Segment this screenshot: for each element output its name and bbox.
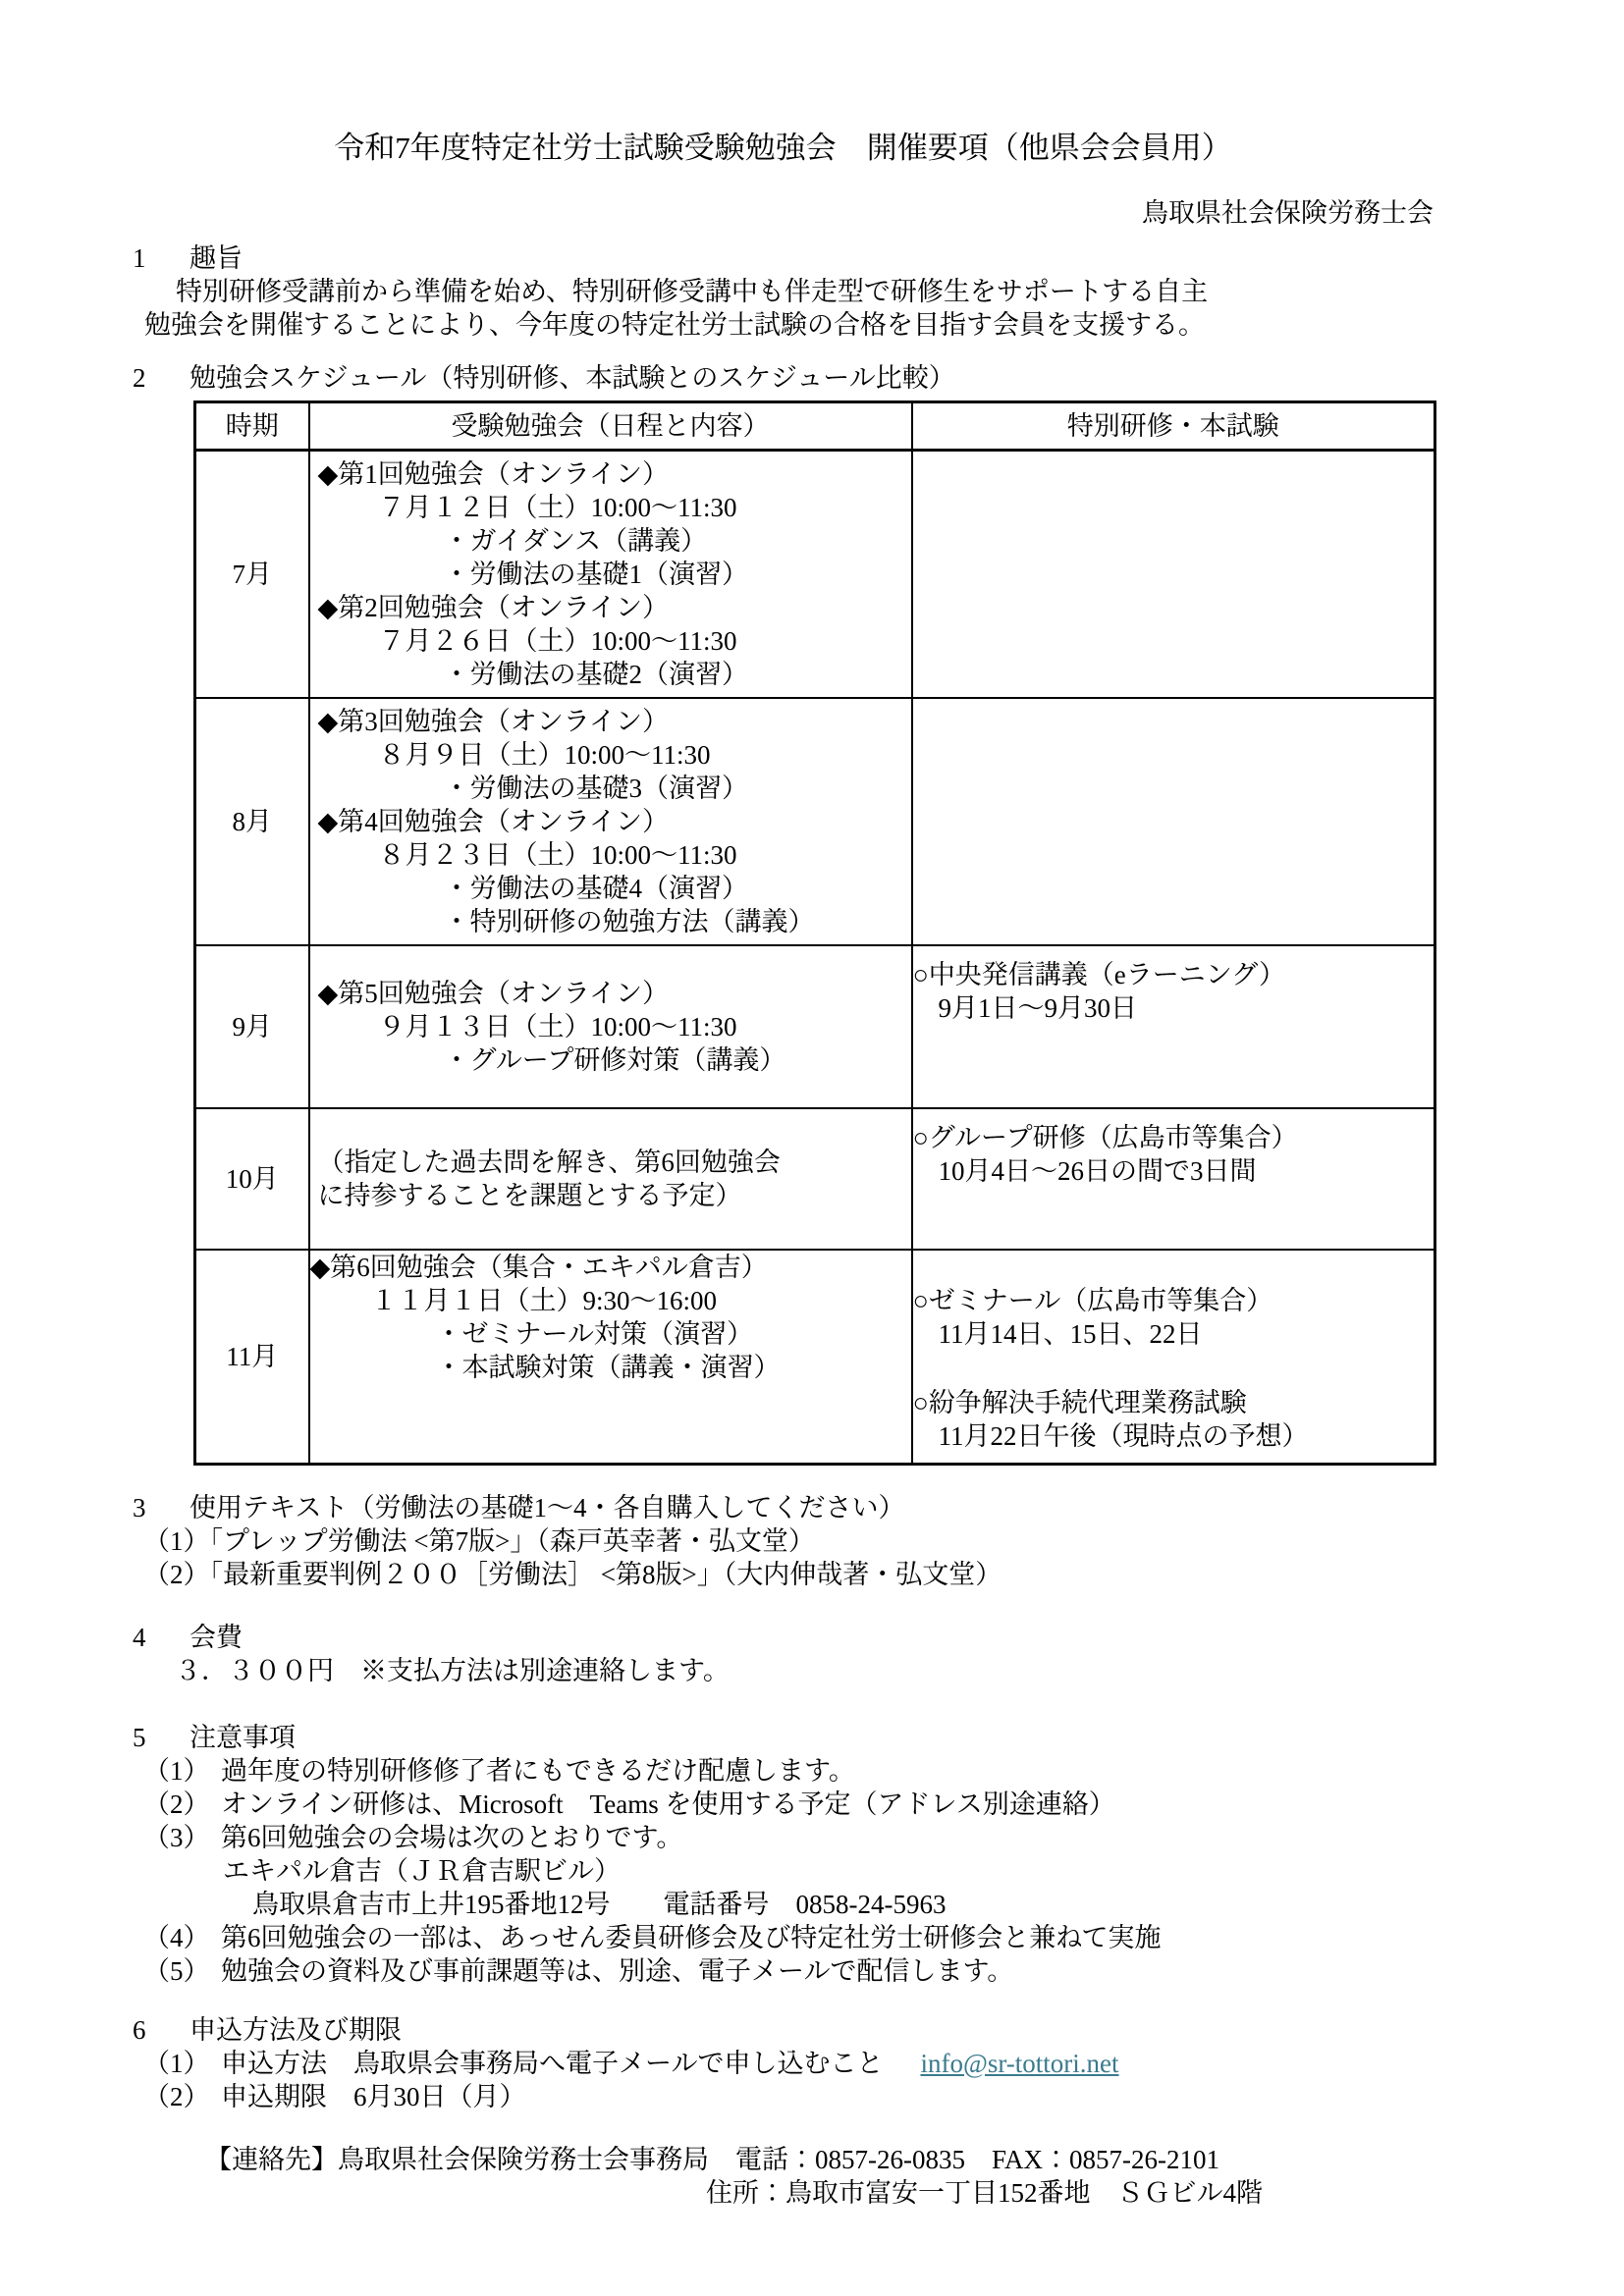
section-notes	[133, 1721, 1434, 1988]
training-line: 11月14日、15日、22日	[938, 1319, 1203, 1349]
period-cell: 7月	[195, 451, 309, 699]
application-item-label: （2）	[143, 2081, 210, 2111]
study-line: ◆第2回勉強会（オンライン）	[317, 593, 669, 622]
section-purpose	[133, 241, 1434, 342]
study-line: ◆第6回勉強会（集合・エキパル倉吉）	[309, 1253, 768, 1282]
purpose-body-line: 勉強会を開催することにより、今年度の特定社労士試験の合格を目指す会員を支援する。	[144, 310, 1205, 340]
header-period: 時期	[195, 402, 309, 451]
study-line: ９月１３日（土）10:00～11:30	[378, 1012, 737, 1041]
note-item-text: 過年度の特別研修修了者にもできるだけ配慮します。	[221, 1755, 855, 1786]
purpose-body	[144, 275, 1434, 342]
application-heading: 申込方法及び期限	[189, 2014, 402, 2045]
application-item-label: （1）	[143, 2048, 210, 2078]
section-fee	[133, 1621, 1434, 1687]
fee-heading: 会費	[189, 1622, 243, 1652]
study-line: ・ガイダンス（講義）	[443, 526, 708, 556]
training-cell	[912, 945, 1435, 1108]
table-header-row	[195, 402, 1435, 451]
study-line: ・特別研修の勉強方法（講義）	[443, 907, 815, 936]
email-link[interactable]: info@sr-tottori.net	[920, 2048, 1119, 2078]
section-textbooks	[133, 1491, 1434, 1591]
address-line: 住所：鳥取市富安一丁目152番地 ＳＧビル4階	[706, 2177, 1263, 2208]
table-row-october	[195, 1108, 1435, 1250]
textbook-item: （1）「プレップ労働法 <第7版>」（森戸英幸著・弘文堂）	[143, 1525, 815, 1556]
textbooks-heading: 使用テキスト（労働法の基礎1～4・各自購入してください）	[189, 1492, 905, 1522]
note-item-label: （2）	[143, 1789, 210, 1819]
notes-number: 5	[133, 1722, 146, 1752]
application-number: 6	[133, 2014, 146, 2045]
study-line: ８月２３日（土）10:00～11:30	[378, 840, 737, 870]
period-cell: 9月	[195, 945, 309, 1108]
contact-footer	[205, 2143, 1434, 2210]
table-row-september	[195, 945, 1435, 1108]
venue-line: 鳥取県倉吉市上井195番地12号 電話番号 0858-24-5963	[252, 1889, 947, 1919]
purpose-heading-row	[133, 241, 1434, 275]
study-line: ◆第4回勉強会（オンライン）	[317, 807, 669, 836]
training-cell	[912, 1250, 1435, 1464]
application-item-text: 申込方法 鳥取県会事務局へ電子メールで申し込むこと	[221, 2048, 884, 2078]
study-line: ・労働法の基礎3（演習）	[443, 774, 748, 803]
training-line: ○グループ研修（広島市等集合）	[912, 1123, 1298, 1152]
note-item-label: （3）	[143, 1822, 210, 1852]
table-row-july	[195, 451, 1435, 699]
note-item-label: （1）	[143, 1755, 210, 1786]
period-cell: 8月	[195, 698, 309, 945]
section-schedule	[133, 361, 1434, 1466]
note-item	[143, 1788, 1434, 1821]
note-item	[143, 1821, 1434, 1854]
schedule-table	[193, 400, 1436, 1466]
table-row-august	[195, 698, 1435, 945]
study-line: ・労働法の基礎4（演習）	[443, 874, 748, 903]
textbook-item: （2）「最新重要判例２００［労働法］ <第8版>」（大内伸哉著・弘文堂）	[143, 1559, 1002, 1589]
note-item-text: 第6回勉強会の一部は、あっせん委員研修会及び特定社労士研修会と兼ねて実施	[221, 1922, 1162, 1952]
training-line: 11月22日午後（現時点の予想）	[938, 1421, 1309, 1451]
header-training: 特別研修・本試験	[912, 402, 1435, 451]
note-item	[143, 1754, 1434, 1788]
purpose-heading: 趣旨	[189, 243, 243, 273]
purpose-body-line: 特別研修受講前から準備を始め、特別研修受講中も伴走型で研修生をサポートする自主	[176, 277, 1209, 306]
study-line: ８月９日（土）10:00～11:30	[378, 740, 711, 770]
note-item	[143, 1921, 1434, 1954]
fee-number: 4	[133, 1622, 146, 1652]
period-cell: 10月	[195, 1108, 309, 1250]
study-line: に持参することを課題とする予定）	[317, 1181, 742, 1210]
study-line: ・労働法の基礎2（演習）	[443, 660, 748, 689]
study-cell	[309, 451, 912, 699]
application-item	[143, 2080, 1434, 2113]
training-cell	[912, 698, 1435, 945]
study-line: ・労働法の基礎1（演習）	[443, 560, 748, 589]
header-study: 受験勉強会（日程と内容）	[309, 402, 912, 451]
training-line: ○中央発信講義（eラーニング）	[912, 960, 1286, 989]
training-line: ○ゼミナール（広島市等集合）	[912, 1286, 1273, 1315]
schedule-heading-row	[133, 361, 1434, 395]
contact-line: 【連絡先】鳥取県社会保険労務士会事務局 電話：0857-26-0835 FAX：0857-26-2101	[205, 2144, 1219, 2174]
note-item-label: （4）	[143, 1922, 210, 1952]
study-cell	[309, 698, 912, 945]
training-line: 10月4日～26日の間で3日間	[938, 1156, 1257, 1186]
notes-heading-row	[133, 1721, 1434, 1754]
training-cell	[912, 1108, 1435, 1250]
page-title: 令和7年度特定社労士試験受験勉強会 開催要項（他県会会員用）	[334, 131, 1232, 165]
notes-heading: 注意事項	[189, 1722, 296, 1752]
table-row-november	[195, 1250, 1435, 1464]
note-item	[143, 1954, 1434, 1988]
training-line: ○紛争解決手続代理業務試験	[912, 1388, 1247, 1417]
training-line: 9月1日～9月30日	[938, 993, 1137, 1023]
textbooks-number: 3	[133, 1492, 146, 1522]
textbooks-heading-row	[133, 1491, 1434, 1524]
study-cell	[309, 1250, 912, 1464]
study-cell	[309, 945, 912, 1108]
study-line: （指定した過去問を解き、第6回勉強会	[317, 1148, 781, 1177]
period-cell: 11月	[195, 1250, 309, 1464]
purpose-number: 1	[133, 243, 146, 273]
section-application	[133, 2013, 1434, 2113]
study-line: ７月２６日（土）10:00～11:30	[378, 626, 737, 656]
venue-line: エキパル倉吉（ＪＲ倉吉駅ビル）	[223, 1855, 621, 1886]
study-line: ・グループ研修対策（講義）	[443, 1045, 786, 1075]
note-item-text: 第6回勉強会の会場は次のとおりです。	[221, 1822, 683, 1852]
organization-name: 鳥取県社会保険労務士会	[1142, 198, 1434, 228]
application-item-text: 申込期限 6月30日（月）	[221, 2081, 526, 2111]
training-cell	[912, 451, 1435, 699]
schedule-number: 2	[133, 363, 146, 393]
fee-amount: ３．３００円 ※支払方法は別途連絡します。	[175, 1655, 730, 1685]
study-line: １１月１日（土）9:30～16:00	[370, 1286, 718, 1315]
study-line: ・本試験対策（講義・演習）	[435, 1353, 781, 1382]
study-line: ◆第3回勉強会（オンライン）	[317, 707, 669, 736]
note-item-text: オンライン研修は、Microsoft Teams を使用する予定（アドレス別途連絡）	[221, 1789, 1115, 1819]
note-item-label: （5）	[143, 1955, 210, 1986]
study-line: ７月１２日（土）10:00～11:30	[378, 493, 737, 522]
study-line: ・ゼミナール対策（演習）	[435, 1319, 753, 1349]
study-line: ◆第1回勉強会（オンライン）	[317, 459, 669, 489]
note-item-text: 勉強会の資料及び事前課題等は、別途、電子メールで配信します。	[221, 1955, 1014, 1986]
study-line: ◆第5回勉強会（オンライン）	[317, 979, 669, 1008]
schedule-heading: 勉強会スケジュール（特別研修、本試験とのスケジュール比較）	[189, 363, 955, 393]
application-item	[143, 2047, 1434, 2080]
study-cell	[309, 1108, 912, 1250]
application-heading-row	[133, 2013, 1434, 2047]
fee-heading-row	[133, 1621, 1434, 1654]
